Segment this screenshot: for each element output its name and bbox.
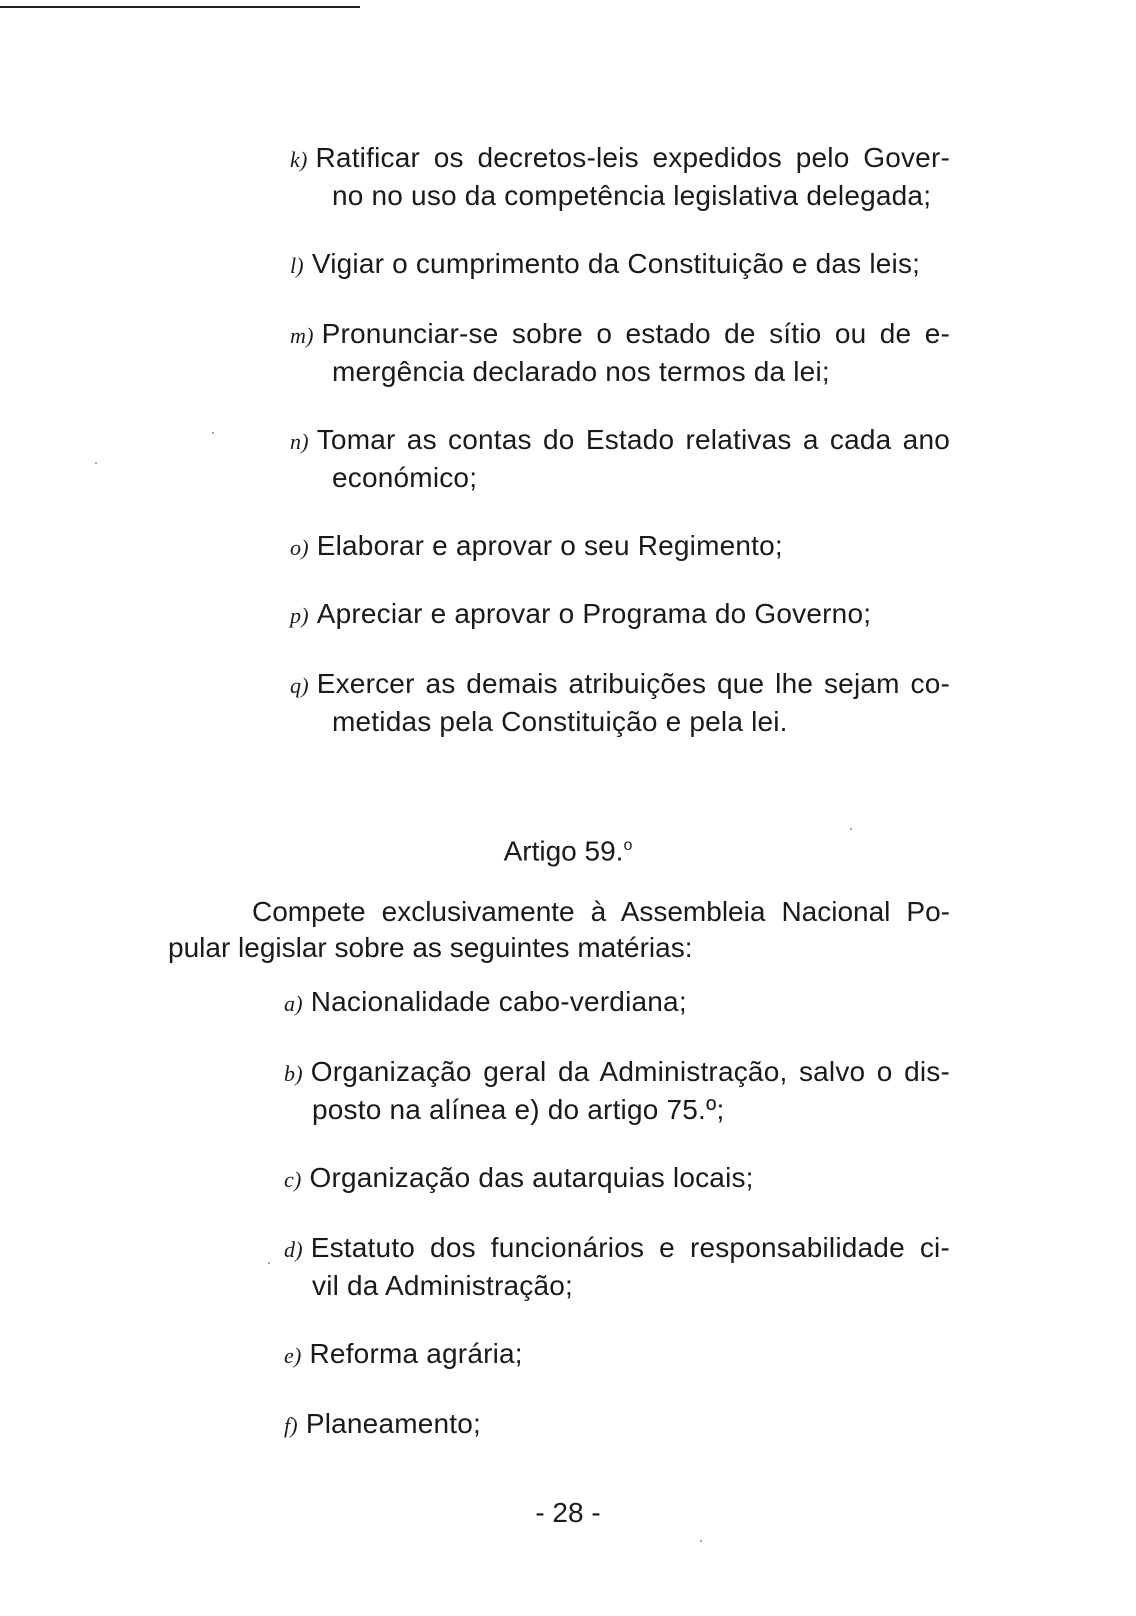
- list-item-text: Planeamento;: [305, 1408, 482, 1439]
- page-number: - 28 -: [535, 1497, 601, 1528]
- list-item-l: [290, 246, 950, 284]
- list-item-text: Tomar as contas do Estado relativas a cada ano: [316, 424, 950, 455]
- list-item-q: [290, 666, 950, 740]
- list-marker: d): [284, 1237, 303, 1262]
- list-item-text: Exercer as demais atribuições que lhe sejam co-: [316, 668, 950, 699]
- list-item-text: Estatuto dos funcionários e responsabilidade ci-: [310, 1232, 950, 1263]
- list-item-k: [290, 140, 950, 214]
- scan-speck: [850, 828, 852, 830]
- list-marker: p): [290, 603, 309, 628]
- list-marker: n): [290, 429, 309, 454]
- list-item-text: Nacionalidade cabo-verdiana;: [310, 986, 687, 1017]
- list-marker: b): [284, 1061, 303, 1086]
- list-item-e: [284, 1336, 950, 1374]
- list-marker: k): [290, 147, 308, 172]
- list-marker: c): [284, 1167, 302, 1192]
- scan-speck: [95, 462, 97, 464]
- list-marker: o): [290, 535, 309, 560]
- list-item-text: Pronunciar-se sobre o estado de sítio ou de e-: [321, 318, 950, 349]
- list-marker: a): [284, 991, 303, 1016]
- list-item-continuation: económico;: [332, 462, 478, 493]
- intro-paragraph: [168, 894, 950, 966]
- list-item-continuation: metidas pela Constituição e pela lei.: [332, 706, 788, 737]
- list-item-f: [284, 1406, 950, 1444]
- article-ordinal: o: [623, 837, 633, 854]
- list-item-continuation: posto na alínea e) do artigo 75.º;: [312, 1094, 725, 1125]
- article-title: Artigo 59.: [503, 835, 624, 867]
- list-item-text: Organização geral da Administração, salvo o dis-: [310, 1056, 950, 1087]
- list-item-a: [284, 984, 950, 1022]
- top-edge-rule: [0, 6, 360, 8]
- list-item-text: Reforma agrária;: [309, 1338, 523, 1369]
- list-item-text: Elaborar e aprovar o seu Regimento;: [316, 530, 783, 561]
- list-item-text: Vigiar o cumprimento da Constituição e das leis;: [311, 248, 921, 279]
- list-item-o: [290, 528, 950, 566]
- list-item-c: [284, 1160, 950, 1198]
- intro-line-2: pular legislar sobre as seguintes matérias:: [168, 932, 693, 963]
- scan-speck: [700, 1540, 702, 1542]
- list-item-text: Ratificar os decretos-leis expedidos pelo Gover-: [315, 142, 950, 173]
- list-item-m: [290, 316, 950, 390]
- list-item-p: [290, 596, 950, 634]
- list-item-d: [284, 1230, 950, 1304]
- intro-line-1: Compete exclusivamente à Assembleia Nacional Po-: [252, 896, 950, 927]
- scan-speck: [212, 432, 214, 434]
- scan-speck: [268, 1262, 270, 1264]
- list-item-text: Apreciar e aprovar o Programa do Governo;: [316, 598, 872, 629]
- list-marker: q): [290, 673, 309, 698]
- list-item-continuation: no no uso da competência legislativa delegada;: [332, 180, 932, 211]
- list-marker: l): [290, 253, 304, 278]
- list-item-line: [284, 1230, 950, 1268]
- list-item-continuation: vil da Administração;: [312, 1270, 573, 1301]
- list-item-text: Organização das autarquias locais;: [309, 1162, 754, 1193]
- list-marker: f): [284, 1413, 298, 1438]
- list-item-line: [290, 666, 950, 704]
- list-item-line: [290, 422, 950, 460]
- list-item-line: [284, 1054, 950, 1092]
- list-item-continuation: mergência declarado nos termos da lei;: [332, 356, 830, 387]
- list-item-line: [290, 316, 950, 354]
- list-item-n: [290, 422, 950, 496]
- list-marker: e): [284, 1343, 302, 1368]
- list-marker: m): [290, 323, 314, 348]
- article-heading: [0, 828, 1136, 869]
- list-item-line: [290, 140, 950, 178]
- list-item-b: [284, 1054, 950, 1128]
